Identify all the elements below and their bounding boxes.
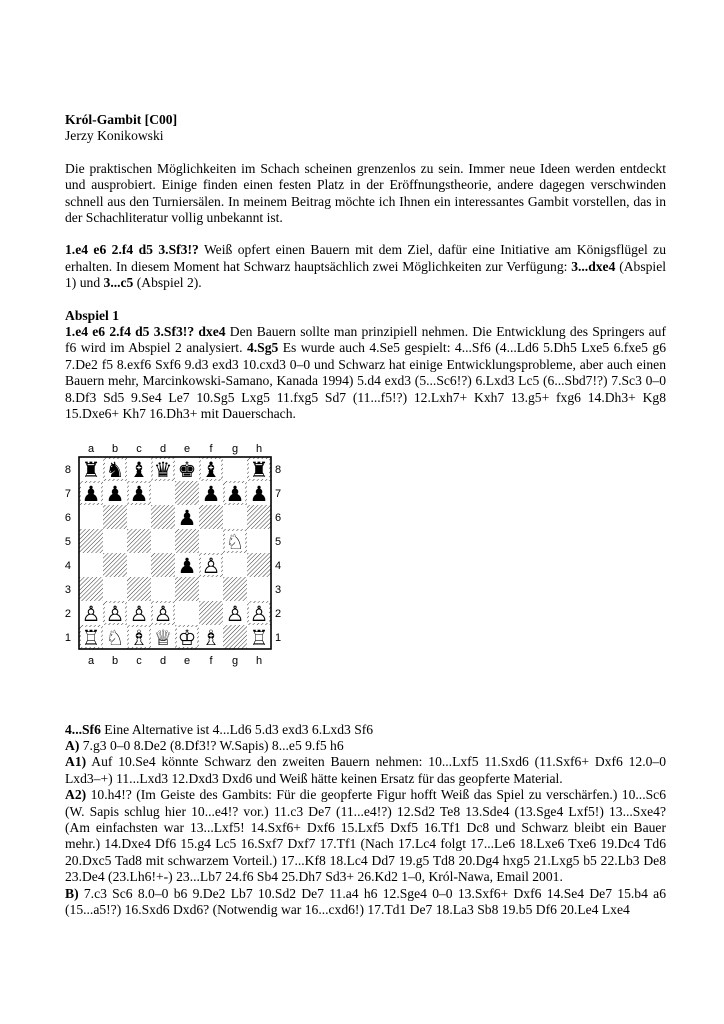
chessboard <box>65 439 295 714</box>
square-c3 <box>127 577 151 601</box>
top-file-label: h <box>255 442 263 455</box>
square-d6 <box>151 505 175 529</box>
left-rank-label: 1 <box>65 631 71 644</box>
square-f6 <box>199 505 223 529</box>
square-d4 <box>151 553 175 577</box>
abspiel1-move2: 4.Sg5 <box>246 340 279 356</box>
document-page <box>65 112 666 918</box>
square-f5 <box>199 529 223 553</box>
bottom-file-label: h <box>255 654 263 667</box>
white-king-icon: ♔ <box>177 625 197 650</box>
square-e2 <box>175 601 199 625</box>
variation-a: A) 7.g3 0–0 8.De2 (8.Df3!? W.Sapis) 8...e5 9.f5 h6 <box>65 737 344 753</box>
top-file-label: a <box>87 442 95 455</box>
right-rank-label: 6 <box>275 511 282 524</box>
white-pawn-icon: ♙ <box>81 601 101 626</box>
abspiel1-paragraph: 1.e4 e6 2.f4 d5 3.Sf3!? dxe4 Den Bauern sollte man prinzipiell nehmen. Die Entwicklung des Springers auf f6 wird im Abspiel 2 analysiert. 4.Sg5 Es wurde auch 4.Se5 gespielt: 4...Sf6 (4...Ld6 5.Dh5 Lxe5 6.fxe5 g6 7.De2 f5 8.exf6 Sxf6 9.d3 exd3 10.cxd3 0–0 und Schwarz hat einige Entwicklungsprobleme, aber auch einen Bauern mehr, Marcinkowski-Samano, Kanada 1994) 5.d4 exd3 (5...Sc6!?) 6.Lxd3 Lc5 (6...Sbd7!?) 7.Sc3 0–0 8.Df3 Sd5 9.Se4 Le7 10.Sg5 Lxg5 11.fxg5 Sd7 (11...f5!?) 12.Lxh7+ Kxh7 13.g5+ fxg6 14.Dh3+ Kg8 15.Dxe6+ Kh7 16.Dh3+ mit Dauerschach. <box>65 324 666 422</box>
abspiel1-heading: Abspiel 1 <box>65 307 120 323</box>
white-queen-icon: ♕ <box>153 625 173 650</box>
right-rank-label: 8 <box>275 463 282 476</box>
right-rank-label: 4 <box>275 559 282 572</box>
square-g1 <box>223 625 247 649</box>
right-rank-label: 2 <box>275 607 282 620</box>
intro-paragraph: Die praktischen Möglichkeiten im Schach scheinen grenzenlos zu sein. Immer neue Ideen werden entdeckt und ausprobiert. Einige finden einen festen Platz in der Eröffnungstheorie, andere dagegen verschwinden schnell aus den Turniersälen. In meinem Beitrag möchte ich Ihnen ein interessantes Gambit vorstellen, das in der Schachliteratur vollig unbekannt ist. <box>65 160 666 226</box>
white-pawn-icon: ♙ <box>105 601 125 626</box>
square-b5 <box>103 529 127 553</box>
square-h6 <box>247 505 271 529</box>
square-e5 <box>175 529 199 553</box>
bottom-file-label: f <box>209 654 213 667</box>
abspiel1-moves: 1.e4 e6 2.f4 d5 3.Sf3!? dxe4 <box>65 324 226 340</box>
opening-paragraph: 1.e4 e6 2.f4 d5 3.Sf3!? Weiß opfert einen Bauern mit dem Ziel, dafür eine Initiative am Königsflügel zu erhalten. In diesem Moment hat Schwarz hauptsächlich zwei Möglichkeiten zur Verfügung: 3...dxe4 (Abspiel 1) und 3...c5 (Abspiel 2). <box>65 242 667 291</box>
white-pawn-icon: ♙ <box>225 601 245 626</box>
bottom-file-label: b <box>111 654 119 667</box>
continuation-move: 4...Sf6 <box>65 721 101 737</box>
top-file-label: g <box>231 442 239 455</box>
black-pawn-icon: ♟ <box>249 481 269 506</box>
square-a4 <box>79 553 103 577</box>
black-king-icon: ♚ <box>177 457 197 482</box>
square-h4 <box>247 553 271 577</box>
opening-moves: 1.e4 e6 2.f4 d5 3.Sf3!? <box>65 242 199 258</box>
left-rank-label: 6 <box>65 511 71 524</box>
continuation-line: 4...Sf6 Eine Alternative ist 4...Ld6 5.d3 exd3 6.Lxd3 Sf6 <box>65 721 374 737</box>
black-pawn-icon: ♟ <box>105 481 125 506</box>
square-h5 <box>247 529 271 553</box>
black-rook-icon: ♜ <box>249 457 269 482</box>
right-rank-label: 5 <box>275 535 282 548</box>
black-pawn-icon: ♟ <box>225 481 245 506</box>
right-rank-label: 3 <box>275 583 282 596</box>
square-f3 <box>199 577 223 601</box>
black-pawn-icon: ♟ <box>201 481 221 506</box>
left-rank-label: 4 <box>65 559 71 572</box>
title-text: Król-Gambit [C00] <box>65 112 178 127</box>
option1-moves: 3...dxe4 <box>571 258 616 274</box>
black-bishop-icon: ♝ <box>129 457 149 482</box>
square-f2 <box>199 601 223 625</box>
chess-diagram <box>65 439 666 714</box>
left-rank-label: 5 <box>65 535 71 548</box>
left-rank-label: 7 <box>65 487 71 500</box>
square-c5 <box>127 529 151 553</box>
black-bishop-icon: ♝ <box>201 457 221 482</box>
option2-moves: 3...c5 <box>103 275 134 291</box>
black-queen-icon: ♛ <box>153 457 173 482</box>
top-file-label: b <box>111 442 119 455</box>
square-d7 <box>151 481 175 505</box>
square-e3 <box>175 577 199 601</box>
white-knight-icon: ♘ <box>105 625 125 650</box>
square-e7 <box>175 481 199 505</box>
square-d3 <box>151 577 175 601</box>
square-g4 <box>223 553 247 577</box>
left-rank-label: 3 <box>65 583 71 596</box>
variation-b: B) 7.c3 Sc6 8.0–0 b6 9.De2 Lb7 10.Sd2 De7 11.a4 h6 12.Sge4 0–0 13.Sxf6+ Dxf6 14.Se4 De7 15.b4 a6 (15...a5!?) 16.Sxd6 Dxd6? (Notwendig war 16...cxd6!) 17.Td1 De7 18.La3 Sb8 19.b5 Df6 20.Le4 Lxe4 <box>65 885 666 917</box>
square-a6 <box>79 505 103 529</box>
top-file-label: f <box>209 442 213 455</box>
left-rank-label: 8 <box>65 463 71 476</box>
square-a5 <box>79 529 103 553</box>
square-d5 <box>151 529 175 553</box>
white-bishop-icon: ♗ <box>129 625 149 650</box>
bottom-file-label: d <box>159 654 167 667</box>
square-c6 <box>127 505 151 529</box>
variation-a1: A1) Auf 10.Se4 könnte Schwarz den zweiten Bauern nehmen: 10...Lxf5 11.Sxd6 (11.Sxf6+ Dxf6 12.0–0 Lxd3–+) 11...Lxd3 12.Dxd3 Dxd6 und Weiß hätte keinen Ersatz für das geopferte Material. <box>65 754 666 786</box>
square-g3 <box>223 577 247 601</box>
square-g8 <box>223 457 247 481</box>
article-title <box>65 112 666 128</box>
white-knight-icon: ♘ <box>225 529 245 554</box>
black-pawn-icon: ♟ <box>177 553 197 578</box>
variation-a2: A2) 10.h4!? (Im Geiste des Gambits: Für die geopferte Figur hofft Weiß das Spiel zu verschärfen.) 10...Sc6 (W. Sapis schlug hier 10...e4!? vor.) 11.c3 De7 (11...e4!?) 12.Sd2 Te8 13.Sde4 (13.Sge4 Lxf5!) 13...Sxe4? (Am einfachsten war 13...Lxf5! 14.Sxf6+ Dxf6 15.Lxf5 Dxf5 16.Tf1 Dc8 und Schwarz bleibt ein Bauer mehr.) 14.Dxe4 Df6 15.g4 Lc5 16.Sxf7 Dxf7 17.Tf1 (Nach 17.Lc4 folgt 17...Le6 18.Lxe6 Txe6 19.Dc4 Td6 20.Dxc5 Tad8 mit schwarzem Vorteil.) 17...Kf8 18.Lc4 Dd7 19.g5 Td8 20.Dg4 hxg5 21.Lxg5 b5 22.Lb3 De8 23.De4 (23.Lh6!+-) 23...Lb7 24.f6 Sb4 25.Dh7 Sd3+ 26.Kd2 1–0, Król-Nawa, Email 2001. <box>65 787 666 885</box>
square-c4 <box>127 553 151 577</box>
black-pawn-icon: ♟ <box>81 481 101 506</box>
square-b3 <box>103 577 127 601</box>
bottom-file-label: e <box>183 654 191 667</box>
bottom-file-label: g <box>231 654 239 667</box>
white-pawn-icon: ♙ <box>129 601 149 626</box>
square-a3 <box>79 577 103 601</box>
author-line: Jerzy Konikowski <box>65 128 164 144</box>
square-b6 <box>103 505 127 529</box>
white-pawn-icon: ♙ <box>201 553 221 578</box>
white-bishop-icon: ♗ <box>201 625 221 650</box>
square-h3 <box>247 577 271 601</box>
square-g6 <box>223 505 247 529</box>
right-rank-label: 7 <box>275 487 282 500</box>
white-pawn-icon: ♙ <box>249 601 269 626</box>
white-rook-icon: ♖ <box>249 625 269 650</box>
black-knight-icon: ♞ <box>105 457 125 482</box>
right-rank-label: 1 <box>275 631 282 644</box>
top-file-label: c <box>136 442 142 455</box>
square-b4 <box>103 553 127 577</box>
black-pawn-icon: ♟ <box>129 481 149 506</box>
black-rook-icon: ♜ <box>81 457 101 482</box>
bottom-file-label: c <box>136 654 142 667</box>
top-file-label: e <box>183 442 191 455</box>
white-pawn-icon: ♙ <box>153 601 173 626</box>
top-file-label: d <box>159 442 167 455</box>
white-rook-icon: ♖ <box>81 625 101 650</box>
black-pawn-icon: ♟ <box>177 505 197 530</box>
bottom-file-label: a <box>87 654 95 667</box>
left-rank-label: 2 <box>65 607 71 620</box>
